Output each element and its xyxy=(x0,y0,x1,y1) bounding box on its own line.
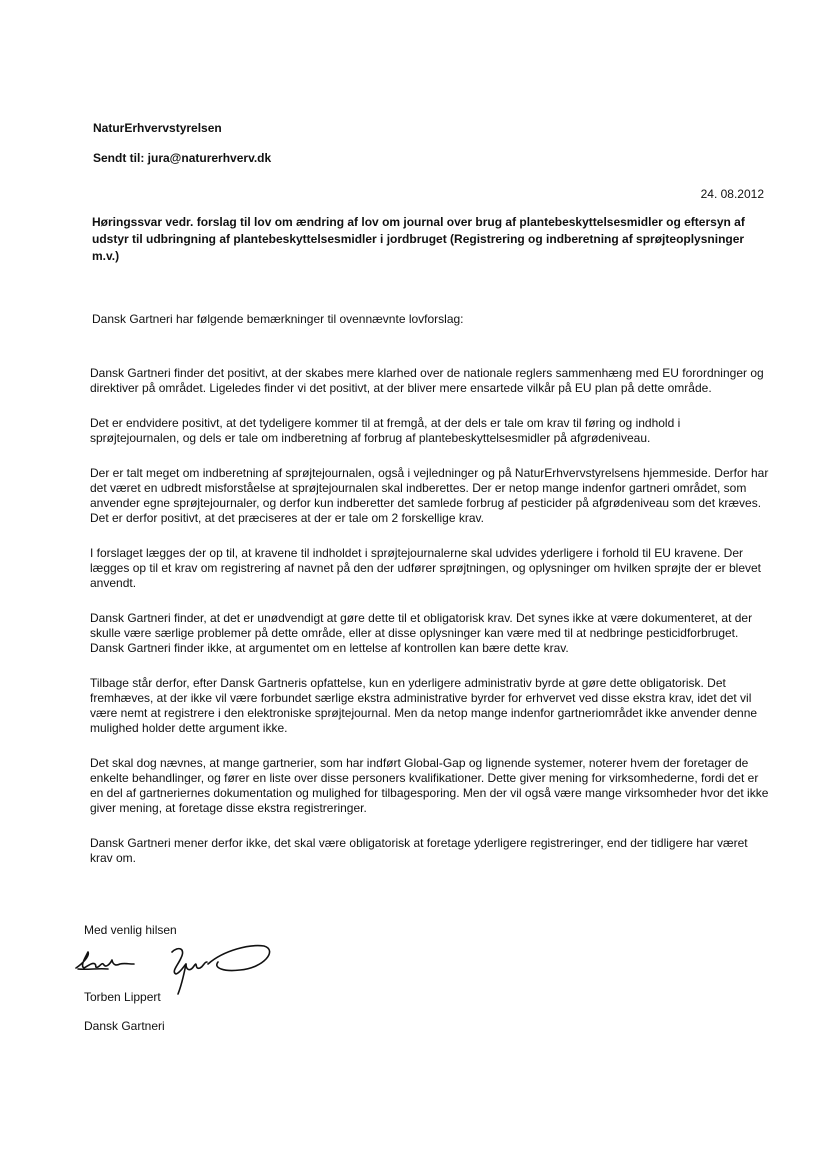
body-paragraph: Dansk Gartneri finder det positivt, at der skabes mere klarhed over de nationale reglers sammenhæng med EU forordninger og direktiver på området. Ligeledes finder vi det positivt, at der bliver mere ensartede vilkår på EU plan på dette område. xyxy=(90,366,764,395)
body-paragraph: Der er talt meget om indberetning af sprøjtejournalen, også i vejledninger og på NaturErhvervstyrelsens hjemmeside. Derfor har det været en udbredt misforståelse at sprøjtejournalen skal indberettes. Der er netop mange indenfor gartneri området, som anvender egne sprøjtejournaler, og derfor kun indberetter det samlede forbrug af pesticider på afgrødeniveau som det kræves. Det er derfor positivt, at det præciseres at der er tale om 2 forskellige krav. xyxy=(90,466,769,525)
letter-subject: Høringssvar vedr. forslag til lov om ændring af lov om journal over brug af plantebeskyttelsesmidler og eftersyn af udstyr til udbringning af plantebeskyttelsesmidler i jordbruget (Registrering og indberetning af sprøjteoplysninger m.v.) xyxy=(92,215,745,263)
organization-name: Dansk Gartneri xyxy=(84,1019,165,1033)
letter-date: 24. 08.2012 xyxy=(700,187,764,201)
closing-salutation: Med venlig hilsen xyxy=(84,923,177,937)
letter-intro: Dansk Gartneri har følgende bemærkninger til ovennævnte lovforslag: xyxy=(92,312,464,326)
sent-to-line: Sendt til: jura@naturerhverv.dk xyxy=(93,151,272,165)
body-paragraph: I forslaget lægges der op til, at kravene til indholdet i sprøjtejournalerne skal udvides yderligere i forhold til EU kravene. Der lægges op til et krav om registrering af navnet på den der udfører sprøjtningen, og oplysninger om hvilken sprøjte der er blevet anvendt. xyxy=(90,546,762,590)
letter-body xyxy=(90,366,772,886)
body-paragraph: Det skal dog nævnes, at mange gartnerier, som har indført Global-Gap og lignende systemer, noterer hvem der foretager de enkelte behandlinger, og fører en liste over disse personers kvalifikationer. Dette giver mening for virksomhederne, fordi det er en del af gartneriernes dokumentation og mulighed for tilbagesporing. Men der vil også være mange virksomheder hvor det ikke giver mening, at foretage disse ekstra registreringer. xyxy=(90,756,769,815)
body-paragraph: Dansk Gartneri mener derfor ikke, det skal være obligatorisk at foretage yderligere registreringer, end der tidligere har været krav om. xyxy=(90,836,748,865)
signer-name: Torben Lippert xyxy=(84,990,161,1004)
body-paragraph: Dansk Gartneri finder, at det er unødvendigt at gøre dette til et obligatorisk krav. Det synes ikke at være dokumenteret, at der skulle være særlige problemer på dette område, eller at disse oplysninger kan være med til at nedbringe pesticidforbruget. Dansk Gartneri finder ikke, at argumentet om en lettelse af kontrollen kan bære dette krav. xyxy=(90,611,753,655)
body-paragraph: Tilbage står derfor, efter Dansk Gartneris opfattelse, kun en yderligere administrativ byrde at gøre dette obligatorisk. Det fremhæves, at der ikke vil være forbundet særlige ekstra administrative byrder for erhvervet ved disse ekstra krav, idet det vil være nemt at registrere i den elektroniske sprøjtejournal. Men da netop mange indenfor gartneriområdet ikke anvender denne mulighed holder dette argument ikke. xyxy=(90,676,758,735)
body-paragraph: Det er endvidere positivt, at det tydeligere kommer til at fremgå, at der dels er tale om krav til føring og indhold i sprøjtejournalen, og dels er tale om indberetning af forbrug af plantebeskyttelsesmidler på afgrødeniveau. xyxy=(90,416,681,445)
recipient-name: NaturErhvervstyrelsen xyxy=(93,121,222,135)
